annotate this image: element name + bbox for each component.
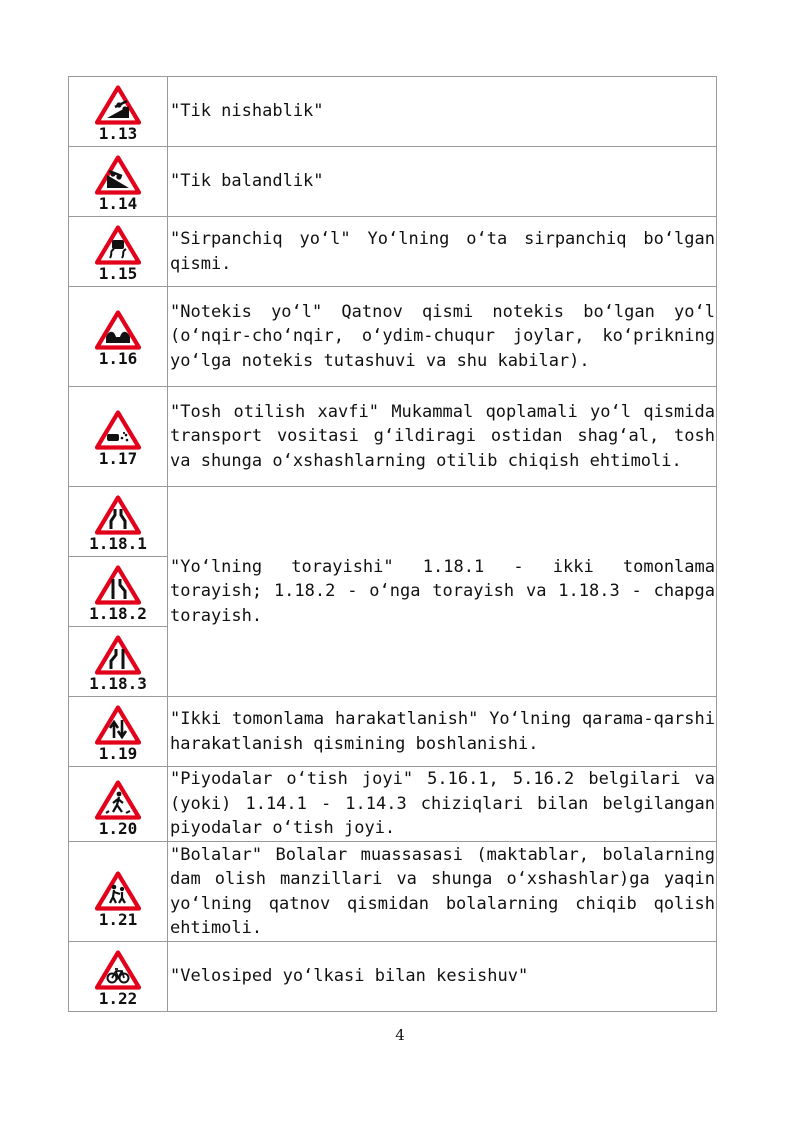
two-way-traffic-sign-icon: [95, 705, 141, 745]
sign-cell: [69, 217, 168, 287]
sign-number: 1.18.2: [89, 604, 147, 623]
sign-number: 1.18.3: [89, 674, 147, 693]
sign-number: 1.21: [98, 909, 138, 929]
sign-description: "Tik balandlik": [168, 147, 717, 217]
page-number: 4: [395, 1026, 405, 1044]
sign-cell: [69, 767, 168, 842]
sign-description: "Tik nishablik": [168, 77, 717, 147]
road-narrows-right-sign-icon: [95, 565, 141, 605]
uneven-road-sign-icon: [95, 310, 141, 350]
road-sign-table: [68, 76, 717, 1012]
pedestrian-crossing-sign-icon: [95, 780, 141, 820]
sign-number: 1.17: [98, 449, 138, 468]
sign-cell: [69, 487, 168, 557]
sign-number: 1.13: [98, 124, 138, 143]
sign-number: 1.16: [98, 349, 138, 368]
steep-ascent-sign-icon: [95, 155, 141, 195]
loose-chippings-sign-icon: [95, 410, 141, 450]
table-row: [69, 287, 717, 387]
sign-number: 1.20: [98, 819, 138, 838]
sign-cell: [69, 557, 168, 627]
table-row: [69, 387, 717, 487]
cycle-path-crossing-sign-icon: [95, 950, 141, 990]
sign-description: "Sirpanchiq yo‘l" Yo‘lning o‘ta sirpanchiq bo‘lgan qismi.: [168, 217, 717, 287]
table-row: [69, 217, 717, 287]
table-row: [69, 942, 717, 1012]
slippery-road-sign-icon: [95, 225, 141, 265]
sign-description: "Bolalar" Bolalar muassasasi (maktablar, bolalarning dam olish manzillari va shunga o‘xshashlar)ga yaqin yo‘lning qatnov qismidan bolalarning chiqib qolish ehtimoli.: [168, 842, 717, 942]
road-narrows-both-sides-sign-icon: [95, 495, 141, 535]
table-row: [69, 147, 717, 217]
sign-cell: [69, 287, 168, 387]
sign-cell: [69, 387, 168, 487]
sign-description: "Piyodalar o‘tish joyi" 5.16.1, 5.16.2 belgilari va (yoki) 1.14.1 - 1.14.3 chiziqlari bilan belgilangan piyodalar o‘tish joyi.: [168, 767, 717, 842]
sign-cell: [69, 627, 168, 697]
sign-cell: [69, 147, 168, 217]
sign-cell: [69, 842, 168, 942]
sign-number: 1.14: [98, 194, 138, 213]
sign-description: "Yo‘lning torayishi" 1.18.1 - ikki tomonlama torayish; 1.18.2 - o‘nga torayish va 1.18.3 - chapga torayish.: [168, 487, 717, 697]
sign-number: 1.18.1: [89, 534, 147, 553]
table-row: [69, 697, 717, 767]
steep-descent-sign-icon: [95, 85, 141, 125]
sign-table-page: [68, 76, 717, 1012]
road-narrows-left-sign-icon: [95, 635, 141, 675]
sign-cell: [69, 77, 168, 147]
sign-description: "Tosh otilish xavfi" Mukammal qoplamali yo‘l qismida transport vositasi g‘ildiragi ostidan shag‘al, tosh va shunga o‘xshashlarning otilib chiqish ehtimoli.: [168, 387, 717, 487]
sign-cell: [69, 942, 168, 1012]
table-row: [69, 767, 717, 842]
sign-description: "Notekis yo‘l" Qatnov qismi notekis bo‘lgan yo‘l (o‘nqir-cho‘nqir, o‘ydim-chuqur joylar, ko‘prikning yo‘lga notekis tutashuvi va shu kabilar).: [168, 287, 717, 387]
sign-description: "Ikki tomonlama harakatlanish" Yo‘lning qarama-qarshi harakatlanish qismining boshlanishi.: [168, 697, 717, 767]
table-row: [69, 487, 717, 557]
sign-cell: [69, 697, 168, 767]
sign-number: 1.19: [98, 744, 138, 763]
sign-number: 1.15: [98, 264, 138, 283]
children-sign-icon: [95, 871, 141, 911]
table-row: [69, 77, 717, 147]
sign-number: 1.22: [98, 989, 138, 1008]
table-row: [69, 842, 717, 942]
sign-description: "Velosiped yo‘lkasi bilan kesishuv": [168, 942, 717, 1012]
